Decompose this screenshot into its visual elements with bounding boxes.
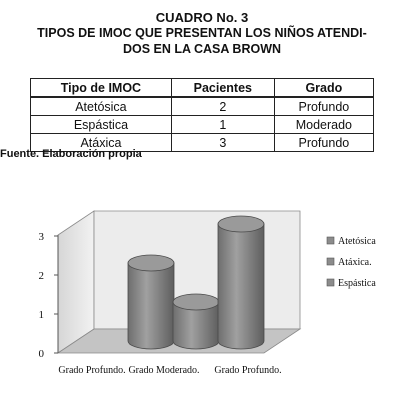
legend-label: Espástica bbox=[338, 278, 376, 289]
table-cell: Espástica bbox=[31, 116, 172, 134]
y-tick-label: 0 bbox=[38, 348, 44, 360]
bar-cylinder-top bbox=[218, 216, 264, 232]
legend-swatch bbox=[327, 258, 334, 265]
chart-legend bbox=[327, 236, 376, 289]
table-cell: 3 bbox=[171, 134, 274, 152]
bar-cylinder-top bbox=[128, 255, 174, 271]
legend-label: Atáxica. bbox=[338, 257, 372, 268]
table-title-number: CUADRO No. 3 bbox=[155, 10, 249, 25]
legend-swatch bbox=[327, 279, 334, 286]
x-tick-label: Grado Profundo. bbox=[58, 365, 126, 376]
table-title-line-1: TIPOS DE IMOC QUE PRESENTAN LOS NIÑOS ATENDI- bbox=[37, 26, 367, 40]
table-cell: Profundo bbox=[274, 134, 373, 152]
table-cell: Moderado bbox=[274, 116, 373, 134]
column-header-pacientes: Pacientes bbox=[171, 79, 274, 98]
source-note: Fuente. Elaboración propia bbox=[0, 148, 142, 160]
chart-side-wall bbox=[58, 211, 94, 353]
column-header-tipo: Tipo de IMOC bbox=[31, 79, 172, 98]
table-cell: 2 bbox=[171, 97, 274, 116]
y-tick-label: 1 bbox=[38, 309, 44, 321]
table-cell: Profundo bbox=[274, 97, 373, 116]
bar-cylinder-body bbox=[218, 224, 264, 349]
legend-swatch bbox=[327, 237, 334, 244]
table-title-line-2: DOS EN LA CASA BROWN bbox=[122, 42, 282, 56]
y-tick-label: 2 bbox=[38, 270, 44, 282]
bar-cylinder-top bbox=[173, 294, 219, 310]
x-axis-labels bbox=[58, 365, 281, 376]
legend-label: Atetósica bbox=[338, 236, 376, 247]
x-tick-label: Grado Profundo. bbox=[214, 365, 282, 376]
y-tick-label: 3 bbox=[38, 231, 44, 243]
column-header-grado: Grado bbox=[274, 79, 373, 98]
table-cell: 1 bbox=[171, 116, 274, 134]
bar-cylinder-body bbox=[128, 263, 174, 349]
y-axis-ticks bbox=[39, 231, 59, 360]
table-cell: Atáxica bbox=[31, 134, 172, 152]
table-cell: Atetósica bbox=[31, 97, 172, 116]
x-tick-label: Grado Moderado. bbox=[128, 365, 200, 376]
